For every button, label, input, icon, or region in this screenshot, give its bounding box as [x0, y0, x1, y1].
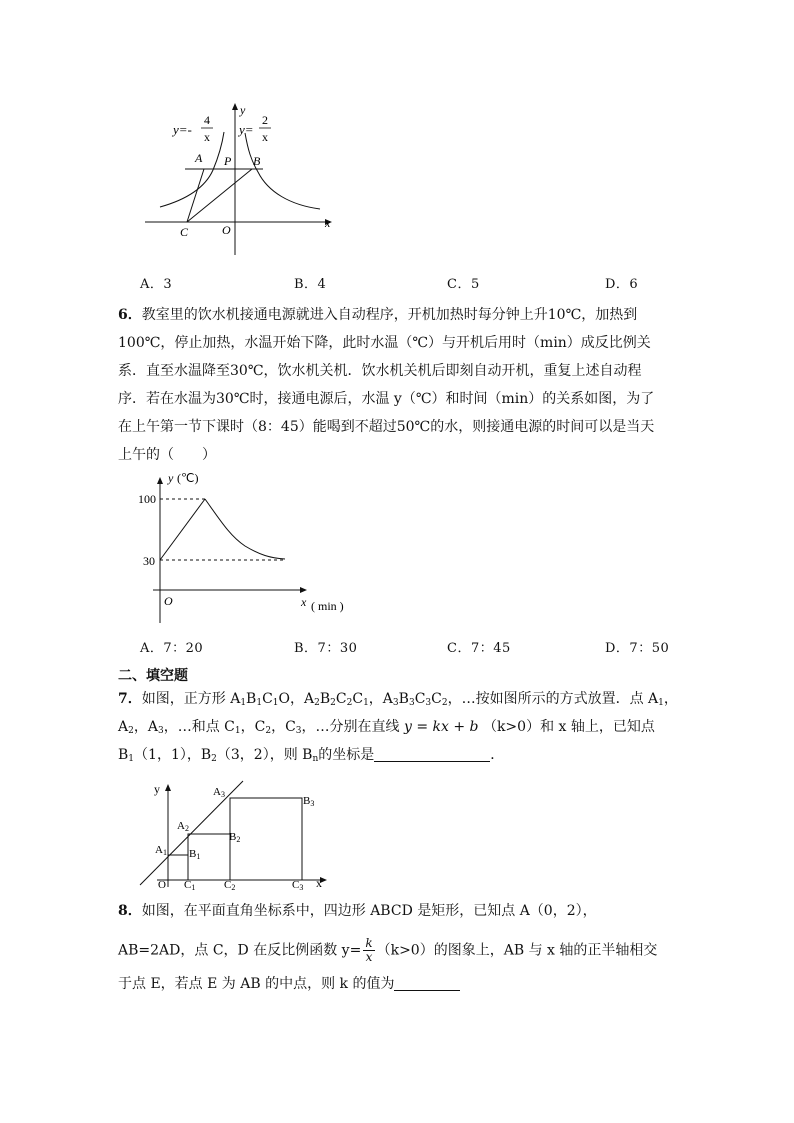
q6-line-3: 系．直至水温降至30℃，饮水机关机．饮水机关机后即刻自动开机，重复上述自动程 [118, 363, 642, 379]
q6-x-arrow-icon [300, 587, 307, 593]
q7-l2-s2: 3 [157, 726, 164, 736]
q7-origin: O [158, 879, 166, 891]
q7-t10: C [414, 691, 426, 707]
q7-label-b3: B3 [303, 795, 315, 808]
q7-s9: 3 [408, 698, 415, 708]
q7-s8: 3 [392, 698, 399, 708]
q7-y-arrow-icon [165, 784, 171, 791]
q7-t7: C [352, 691, 364, 707]
q7-s6: 2 [346, 698, 353, 708]
q5-option-c[interactable]: C．5 [447, 277, 480, 292]
q5-point-p: P [224, 154, 232, 168]
q7-label-a1: A1 [155, 844, 167, 857]
q6-origin: O [164, 594, 173, 608]
q7-l2-t3: ，…和点 C [163, 719, 235, 735]
q7-s2: 1 [256, 698, 263, 708]
q5-left-den: x [204, 130, 210, 144]
q7-l2-s3: 1 [234, 726, 241, 736]
q7-s1: 1 [240, 698, 247, 708]
q7-l2-t1: A [118, 719, 129, 735]
q7-l2-t4: ，C [240, 719, 266, 735]
q6-option-d[interactable]: D．7：50 [605, 641, 670, 656]
q5-point-b: B [253, 154, 261, 168]
q6-line-4: 序．若在水温为30℃时，接通电源后，水温 y（℃）和时间（min）的关系如图，为了 [118, 391, 655, 407]
q7-graph [135, 775, 335, 895]
q5-line-cb [187, 169, 252, 222]
q7-t9: B [398, 691, 409, 707]
q7-l2-s5: 3 [295, 726, 302, 736]
q8-fraction [363, 937, 374, 964]
q7-label-c3: C3 [292, 879, 304, 892]
q8-text-3: 于点 E，若点 E 为 AB 的中点，则 k 的值为 [118, 976, 395, 992]
q5-y-arrow-icon [232, 103, 238, 110]
q7-l3-s3: n [312, 754, 319, 764]
q5-right-func-prefix: y= [239, 122, 254, 137]
q7-l2-s4: 2 [265, 726, 272, 736]
q7-answer-blank[interactable] [374, 747, 490, 762]
q7-label-c2: C2 [224, 879, 236, 892]
q8-frac-num: k [365, 936, 373, 950]
q6-option-b[interactable]: B．7：30 [294, 641, 358, 656]
q5-x-label: x [325, 216, 331, 230]
q7-line-3 [118, 744, 504, 764]
q7-t3: C [262, 691, 273, 707]
q6-heating-line [160, 499, 205, 560]
q5-graph [140, 100, 340, 260]
q7-square-1 [168, 855, 188, 880]
q7-label-a2: A2 [177, 820, 189, 833]
q7-formula: y = kx + b [403, 719, 479, 735]
q8-answer-blank[interactable] [394, 976, 460, 991]
q7-t11: C [431, 691, 442, 707]
q7-label-b2: B2 [229, 831, 241, 844]
q5-right-den: x [262, 130, 268, 144]
q7-s10: 3 [425, 698, 432, 708]
q6-y-var: y [168, 471, 174, 485]
q7-s11: 2 [441, 698, 448, 708]
q6-tick-100: 100 [138, 492, 156, 506]
q8-line-1 [118, 900, 597, 920]
q6-line-2: 100℃，停止加热，水温开始下降，此时水温（℃）与开机后用时（min）成反比例关 [118, 335, 651, 351]
q6-line-5: 在上午第一节下课时（8：45）能喝到不超过50℃的水，则接通电源的时间可以是当天 [118, 419, 655, 435]
q5-option-a[interactable]: A．3 [140, 277, 173, 292]
q7-line [140, 781, 243, 885]
q7-label-b1: B1 [189, 848, 201, 861]
q5-curve-right [245, 133, 320, 209]
q5-point-a: A [195, 151, 203, 165]
q7-l3-s1: 1 [128, 754, 135, 764]
q6-cooling-curve [205, 499, 285, 559]
q7-l2-s1: 2 [128, 726, 134, 736]
q8-line-3 [118, 973, 460, 993]
q7-l3-t1: B [118, 747, 129, 763]
q6-option-c[interactable]: C．7：45 [447, 641, 511, 656]
q7-t5: B [319, 691, 331, 707]
q7-line-2 [118, 716, 655, 736]
q7-l3-t4: 的坐标是 [318, 747, 375, 763]
section-title: 二、填空题 [118, 668, 188, 684]
q7-l3-t2: （1，1），B [134, 747, 212, 763]
q7-t4: O，A [278, 691, 315, 707]
q7-label-c1: C1 [184, 879, 196, 892]
q8-number: 8． [118, 903, 142, 919]
q6-line-6: 上午的（ ） [118, 447, 216, 463]
q7-t8: ，A [368, 691, 393, 707]
q8-text-2a: AB=2AD，点 C，D 在反比例函数 y= [118, 942, 362, 959]
q8-line-2 [118, 937, 657, 964]
q7-square-3 [230, 798, 302, 880]
q6-option-a[interactable]: A．7：20 [140, 641, 204, 656]
q7-l3-t5: ． [490, 747, 505, 763]
q7-s4: 2 [314, 698, 320, 708]
q7-l2-t7: （k>0）和 x 轴上，已知点 [482, 719, 655, 735]
q6-text-1: 教室里的饮水机接通电源就进入自动程序，开机加热时每分钟上升10℃，加热到 [141, 307, 638, 323]
q7-l3-s2: 2 [211, 754, 217, 764]
q5-y-label: y [240, 103, 246, 117]
q8-frac-den: x [365, 950, 373, 964]
q7-number: 7． [118, 691, 142, 707]
q5-origin: O [222, 223, 231, 237]
q7-t12: ，…按如图所示的方式放置．点 A [447, 691, 659, 707]
q7-t1: 如图，正方形 A [141, 691, 241, 707]
q7-l2-t5: ，C [271, 719, 296, 735]
q5-option-b[interactable]: B．4 [294, 277, 327, 292]
q7-t13: ， [663, 691, 678, 707]
q8-text-1: 如图，在平面直角坐标系中，四边形 ABCD 是矩形，已知点 A（0，2）， [141, 903, 597, 919]
q7-s12: 1 [658, 698, 664, 708]
q7-l2-t2: ，A [133, 719, 158, 735]
q7-line-1 [118, 688, 678, 708]
q6-y-arrow-icon [157, 477, 163, 484]
q6-line-1 [118, 304, 637, 324]
q6-x-unit: ( min ) [311, 599, 344, 613]
q7-t6: C [335, 691, 347, 707]
q6-y-unit: (℃) [177, 471, 199, 485]
q5-right-num: 2 [262, 113, 268, 127]
q5-left-num: 4 [204, 113, 210, 127]
q7-x-label: x [316, 876, 322, 890]
q6-x-var: x [301, 595, 307, 609]
q7-y-label: y [154, 782, 160, 796]
q8-text-2b: （k>0）的图象上，AB 与 x 轴的正半轴相交 [376, 942, 658, 959]
q7-s5: 2 [330, 698, 336, 708]
q7-label-a3: A3 [213, 786, 225, 799]
q7-t2: B [246, 691, 257, 707]
q5-option-d[interactable]: D．6 [605, 277, 639, 292]
q5-point-c: C [180, 225, 189, 239]
q6-graph [135, 468, 375, 628]
q7-l3-t3: （3，2），则 B [216, 747, 313, 763]
q7-s3: 1 [272, 698, 279, 708]
q5-line-ca [187, 169, 204, 222]
q7-s7: 1 [363, 698, 369, 708]
q5-left-func-prefix: y=- [173, 122, 192, 137]
q6-tick-30: 30 [143, 554, 155, 568]
q7-l2-t6: ，…分别在直线 [301, 719, 400, 735]
q6-number: 6． [118, 307, 142, 323]
